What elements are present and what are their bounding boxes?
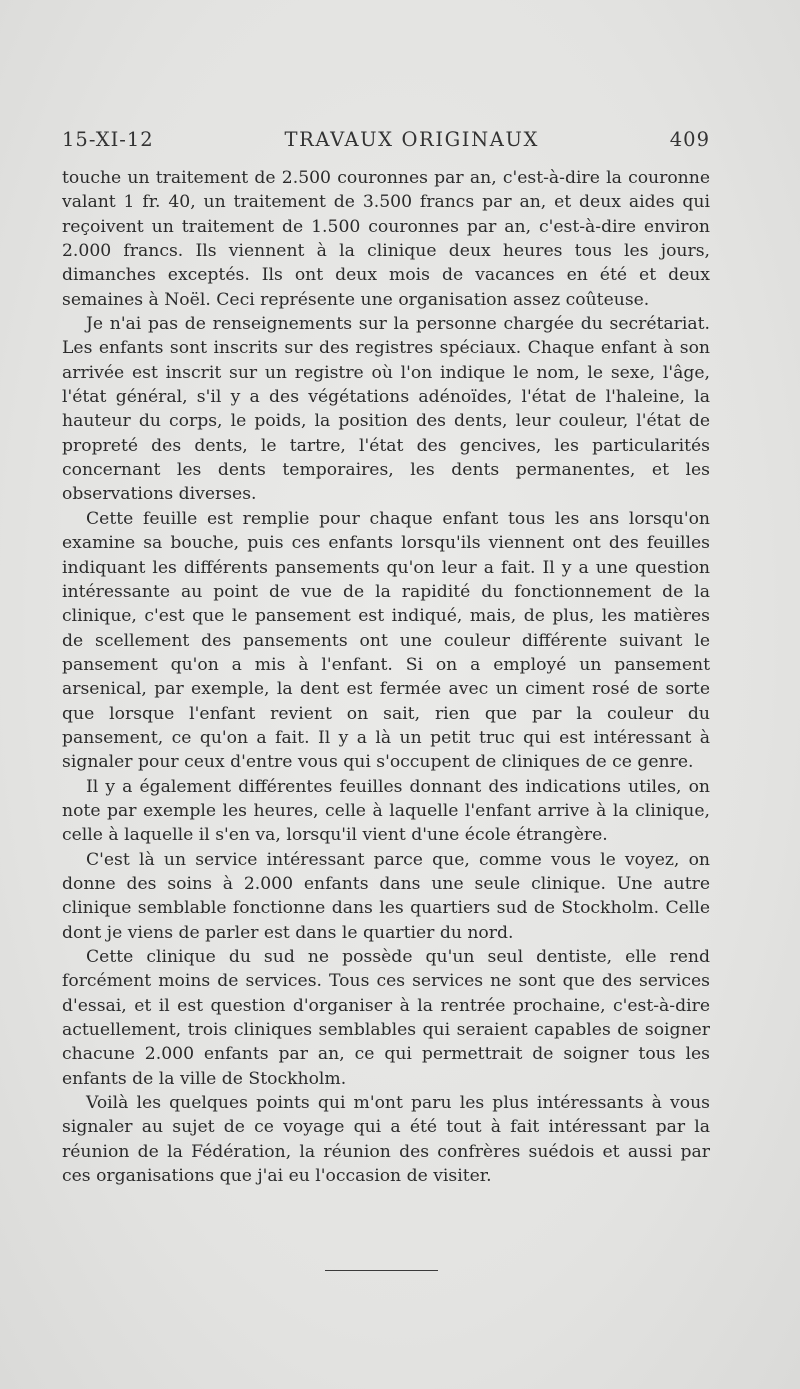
paragraph: Il y a également différentes feuilles donnant des indications utiles, on note par exemple les heures, celle à laquelle l'enfant arrive à la clinique, celle à laquelle il s'en va, lorsqu'il vient d'une école étrangère. [62, 776, 710, 846]
body-text [62, 166, 710, 1188]
paragraph: C'est là un service intéressant parce que, comme vous le voyez, on donne des soins à 2.000 enfants dans une seule clinique. Une autre clinique semblable fonctionne dans les quartiers sud de Stockholm. Celle dont je viens de parler est dans le quartier du nord. [62, 849, 710, 943]
paragraph: touche un traitement de 2.500 couronnes par an, c'est-à-dire la couronne valant 1 fr. 40, un traitement de 3.500 francs par an, et deux aides qui reçoivent un traitement de 1.500 couronnes par an, c'est-à-dire environ 2.000 francs. Ils viennent à la clinique deux heures tous les jours, dimanches exceptés. Ils ont deux mois de vacances en été et deux semaines à Noël. Ceci représente une organisation assez coûteuse. [62, 168, 710, 310]
paragraph: Cette feuille est remplie pour chaque enfant tous les ans lorsqu'on examine sa bouche, puis ces enfants lorsqu'ils viennent ont des feuilles indiquant les différents pansements qu'on leur a fait. Il y a une question intéressante au point de vue de la rapidité du fonctionnement de la clinique, c'est que le pansement est indiqué, mais, de plus, les matières de scellement des pansements ont une couleur différente suivant le pansement qu'on a mis à l'enfant. Si on a employé un pansement arsenical, par exemple, la dent est fermée avec un ciment rosé de sorte que lorsque l'enfant revient on sait, rien que par la couleur du pansement, ce qu'on a fait. Il y a là un petit truc qui est intéressant à signaler pour ceux d'entre vous qui s'occupent de cliniques de ce genre. [62, 508, 710, 773]
running-header [62, 128, 710, 158]
end-rule [325, 1270, 438, 1271]
paragraph: Cette clinique du sud ne possède qu'un seul dentiste, elle rend forcément moins de services. Tous ces services ne sont que des services d'essai, et il est question d'organiser à la rentrée prochaine, c'est-à-dire actuellement, trois cliniques semblables qui seraient capables de soigner chacune 2.000 enfants par an, ce qui permettrait de soigner tous les enfants de la ville de Stockholm. [62, 947, 710, 1089]
paragraph: Voilà les quelques points qui m'ont paru les plus intéressants à vous signaler au sujet de ce voyage qui a été tout à fait intéressant par la réunion de la Fédération, la réunion des confrères suédois et aussi par ces organisations que j'ai eu l'occasion de visiter. [62, 1093, 710, 1187]
paragraph: Je n'ai pas de renseignements sur la personne chargée du secrétariat. Les enfants sont inscrits sur des registres spéciaux. Chaque enfant à son arrivée est inscrit sur un registre où l'on indique le nom, le sexe, l'âge, l'état général, s'il y a des végétations adénoïdes, l'état de l'haleine, la hauteur du corps, le poids, la position des dents, leur couleur, l'état de propreté des dents, le tartre, l'état des gencives, les particularités concernant les dents temporaires, les dents permanentes, et les observations diverses. [62, 314, 710, 505]
page-number: 409 [669, 128, 710, 151]
header-title: TRAVAUX ORIGINAUX [284, 128, 539, 151]
header-date: 15-XI-12 [62, 128, 154, 151]
